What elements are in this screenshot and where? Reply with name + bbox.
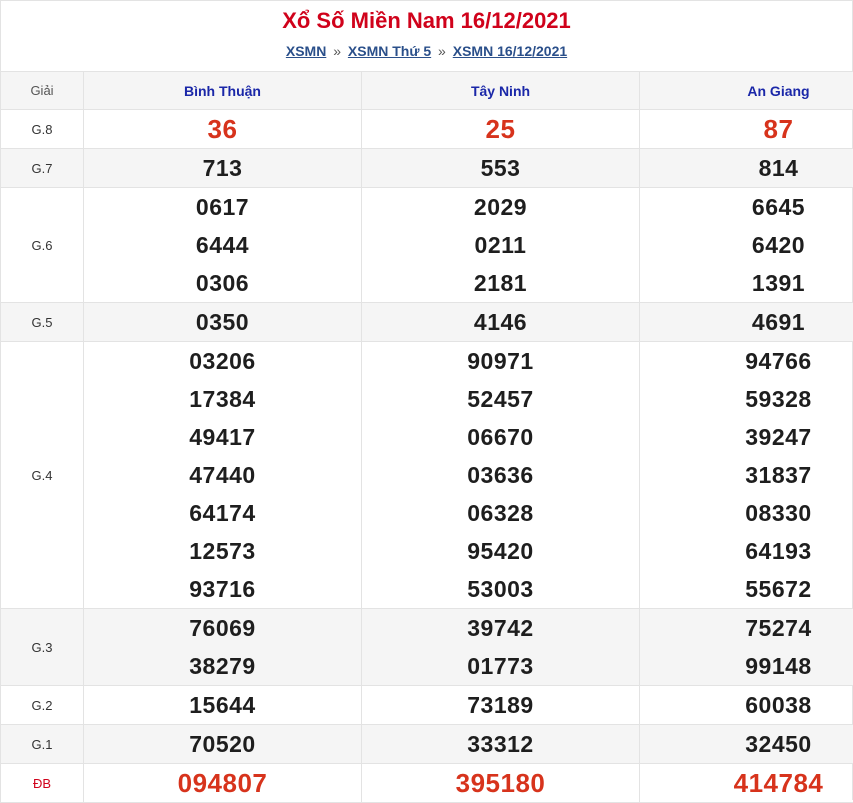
prize-number: 2181 [362,264,639,302]
prize-number: 395180 [362,764,639,802]
prize-cell [84,110,362,149]
prize-cell [84,609,362,686]
prize-number: 0211 [362,226,639,264]
page-title: Xổ Số Miền Nam 16/12/2021 [1,1,852,35]
prize-cell [640,609,853,686]
prize-cell [362,303,640,342]
prize-number: 0306 [84,264,361,302]
prize-number: 814 [640,149,853,187]
prize-number: 08330 [640,494,853,532]
prize-number: 06328 [362,494,639,532]
prize-number: 32450 [640,725,853,763]
prize-number: 64193 [640,532,853,570]
prize-cell [640,725,853,764]
table-row [1,609,853,686]
table-row [1,303,853,342]
prize-number: 06670 [362,418,639,456]
prize-cell [84,342,362,609]
prize-number: 1391 [640,264,853,302]
prize-number: 70520 [84,725,361,763]
prize-cell [362,110,640,149]
prize-number: 64174 [84,494,361,532]
prize-number: 6444 [84,226,361,264]
prize-cell [84,149,362,188]
prize-number: 59328 [640,380,853,418]
prize-number: 38279 [84,647,361,685]
page-header [1,0,852,71]
prize-column-header: Giải [1,72,84,110]
prize-cell [640,110,853,149]
prize-number: 0350 [84,303,361,341]
prize-number: 99148 [640,647,853,685]
breadcrumb-link-xsmn[interactable]: XSMN [286,43,326,59]
province-header-binh-thuan: Bình Thuận [84,72,362,110]
prize-number: 49417 [84,418,361,456]
prize-label: G.8 [1,110,84,149]
table-row [1,725,853,764]
prize-number: 73189 [362,686,639,724]
breadcrumb-separator: » [330,43,344,59]
results-body [1,110,853,803]
prize-number: 414784 [640,764,853,802]
province-header-tay-ninh: Tây Ninh [362,72,640,110]
table-row [1,686,853,725]
prize-number: 25 [362,110,639,148]
prize-number: 39247 [640,418,853,456]
table-row [1,149,853,188]
prize-cell [640,149,853,188]
table-row [1,188,853,303]
prize-number: 2029 [362,188,639,226]
prize-number: 12573 [84,532,361,570]
prize-cell [362,609,640,686]
prize-cell [362,686,640,725]
breadcrumb [1,42,852,60]
prize-number: 36 [84,110,361,148]
prize-label: G.3 [1,609,84,686]
prize-cell [84,764,362,803]
prize-label: G.4 [1,342,84,609]
prize-label: G.6 [1,188,84,303]
prize-cell [84,303,362,342]
prize-number: 553 [362,149,639,187]
prize-cell [362,342,640,609]
prize-number: 0617 [84,188,361,226]
prize-label: G.5 [1,303,84,342]
table-header-row [1,72,853,110]
prize-number: 33312 [362,725,639,763]
prize-cell [84,686,362,725]
prize-number: 47440 [84,456,361,494]
prize-number: 53003 [362,570,639,608]
prize-number: 90971 [362,342,639,380]
prize-label: G.1 [1,725,84,764]
table-row [1,342,853,609]
prize-cell [362,725,640,764]
prize-number: 60038 [640,686,853,724]
breadcrumb-link-xsmn-date[interactable]: XSMN 16/12/2021 [453,43,567,59]
prize-number: 93716 [84,570,361,608]
prize-number: 6420 [640,226,853,264]
prize-number: 76069 [84,609,361,647]
prize-number: 01773 [362,647,639,685]
prize-number: 52457 [362,380,639,418]
province-header-an-giang: An Giang [640,72,853,110]
prize-label: G.2 [1,686,84,725]
prize-number: 094807 [84,764,361,802]
prize-cell [84,725,362,764]
prize-number: 17384 [84,380,361,418]
prize-cell [640,764,853,803]
table-row [1,764,853,803]
prize-number: 75274 [640,609,853,647]
prize-cell [362,188,640,303]
prize-cell [84,188,362,303]
prize-number: 6645 [640,188,853,226]
prize-number: 15644 [84,686,361,724]
prize-number: 95420 [362,532,639,570]
prize-number: 31837 [640,456,853,494]
prize-number: 39742 [362,609,639,647]
prize-number: 03206 [84,342,361,380]
breadcrumb-link-xsmn-thu5[interactable]: XSMN Thứ 5 [348,43,431,59]
prize-number: 03636 [362,456,639,494]
prize-number: 94766 [640,342,853,380]
results-table [0,71,853,803]
prize-cell [640,303,853,342]
prize-label: G.7 [1,149,84,188]
prize-cell [640,342,853,609]
prize-number: 4146 [362,303,639,341]
prize-number: 4691 [640,303,853,341]
breadcrumb-separator: » [435,43,449,59]
prize-cell [362,764,640,803]
prize-number: 87 [640,110,853,148]
prize-cell [640,686,853,725]
table-row [1,110,853,149]
prize-number: 713 [84,149,361,187]
prize-number: 55672 [640,570,853,608]
prize-cell [640,188,853,303]
prize-label: ĐB [1,764,84,803]
prize-cell [362,149,640,188]
